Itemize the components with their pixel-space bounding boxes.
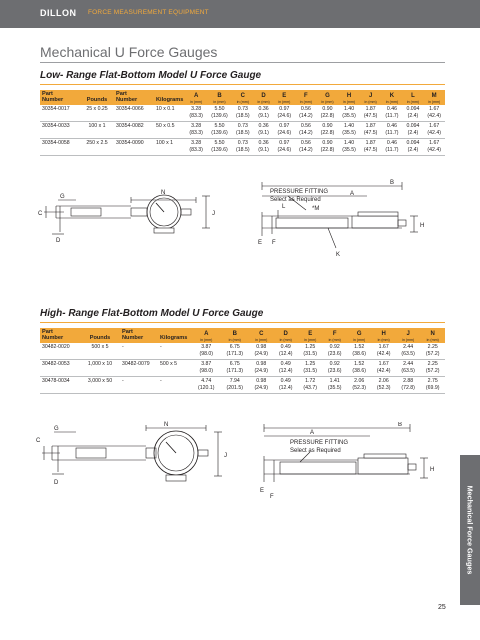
cell-part: 30482-0053 (40, 359, 80, 376)
low-range-divider (40, 84, 445, 85)
dim-label-f: F (270, 494, 274, 500)
cell-dim-e: 0.97 (24.6) (274, 121, 296, 138)
cell-dim-c: 0.98 (24.9) (249, 376, 273, 393)
cell-dim-e: 0.97 (24.6) (274, 105, 296, 122)
cell-dim-n: 2.25 (57.2) (420, 343, 445, 360)
cell-dim-a: 3.87 (98.0) (192, 359, 221, 376)
dim-label-j: J (224, 453, 227, 459)
dim-label-l: L (282, 204, 286, 210)
cell-kg: - (158, 376, 192, 393)
dim-label-g: G (54, 426, 59, 432)
cell-part2: 30354-0082 (114, 121, 154, 138)
cell-dim-h: 1.40 (35.5) (338, 121, 360, 138)
low-range-spec-table (40, 90, 445, 156)
cell-kg: 100 x 1 (154, 138, 185, 155)
cell-dim-d: 0.49 (12.4) (273, 359, 297, 376)
cell-dim-g: 1.52 (38.6) (347, 359, 371, 376)
cell-dim-f: 0.56 (14.2) (295, 105, 317, 122)
cell-part2: 30482-0079 (120, 359, 158, 376)
dim-label-e: E (260, 488, 265, 494)
high-range-divider (40, 322, 445, 323)
header-dim-f: F in (mm) (295, 90, 317, 105)
callout-select-required: Select as Required (290, 448, 341, 454)
dim-label-c: C (36, 438, 41, 444)
dim-label-m: *M (312, 206, 320, 212)
cell-dim-f: 0.56 (14.2) (295, 121, 317, 138)
cell-dim-f: 0.56 (14.2) (295, 138, 317, 155)
header-dim-c: C in (mm) (232, 90, 254, 105)
cell-dim-n: 2.75 (69.9) (420, 376, 445, 393)
cell-dim-l: 0.094 (2.4) (403, 105, 424, 122)
header-dim-a: A in (mm) (185, 90, 207, 105)
cell-dim-d: 0.49 (12.4) (273, 376, 297, 393)
cell-dim-c: 0.98 (24.9) (249, 359, 273, 376)
dim-label-f: F (272, 240, 276, 246)
header-dim-m: M in (mm) (423, 90, 445, 105)
header-dim-e: E in (mm) (274, 90, 296, 105)
cell-kg: 50 x 0.5 (154, 121, 185, 138)
cell-dim-a: 3.87 (98.0) (192, 343, 221, 360)
header-dim-j: J in (mm) (396, 328, 420, 343)
cell-dim-c: 0.73 (18.5) (232, 105, 254, 122)
header-dim-g: G in (mm) (347, 328, 371, 343)
header-dim-l: L in (mm) (403, 90, 424, 105)
dim-label-a: A (350, 191, 355, 197)
cell-dim-d: 0.36 (9.1) (254, 105, 274, 122)
cell-dim-e: 1.25 (31.5) (298, 359, 322, 376)
header-dim-f: F in (mm) (322, 328, 346, 343)
cell-dim-g: 2.06 (52.3) (347, 376, 371, 393)
header-dim-d: D in (mm) (254, 90, 274, 105)
cell-dim-f: 1.41 (35.5) (322, 376, 346, 393)
cell-dim-j: 1.87 (47.5) (360, 121, 382, 138)
cell-dim-g: 0.90 (22.8) (317, 121, 339, 138)
cell-dim-j: 1.87 (47.5) (360, 138, 382, 155)
header-dim-b: B in (mm) (207, 90, 232, 105)
cell-part: 30482-0020 (40, 343, 80, 360)
cell-part2: - (120, 376, 158, 393)
cell-dim-b: 5.50 (139.6) (207, 105, 232, 122)
cell-dim-h: 1.40 (35.5) (338, 105, 360, 122)
chapter-side-tab (460, 455, 480, 605)
low-range-title: Low- Range Flat-Bottom Model U Force Gauge (40, 70, 262, 81)
header-dim-b: B in (mm) (221, 328, 250, 343)
header-kilograms: Kilograms (154, 90, 185, 105)
callout-pressure-fitting: PRESSURE FITTING (290, 440, 349, 446)
table-row (40, 359, 445, 376)
cell-dim-b: 7.94 (201.5) (221, 376, 250, 393)
cell-part: 30354-0058 (40, 138, 80, 155)
cell-dim-j: 2.88 (72.8) (396, 376, 420, 393)
cell-dim-m: 1.67 (42.4) (423, 105, 445, 122)
header-pounds: Pounds (80, 90, 114, 105)
dim-label-a: A (310, 430, 315, 436)
high-range-gauge-side-diagram (240, 422, 445, 506)
header-dim-g: G in (mm) (317, 90, 339, 105)
cell-dim-d: 0.36 (9.1) (254, 121, 274, 138)
cell-part2: 30354-0090 (114, 138, 154, 155)
cell-dim-n: 2.25 (57.2) (420, 359, 445, 376)
cell-pounds: 250 x 2.5 (80, 138, 114, 155)
cell-dim-f: 0.92 (23.6) (322, 343, 346, 360)
header-dim-h: H in (mm) (338, 90, 360, 105)
cell-dim-a: 4.74 (120.1) (192, 376, 221, 393)
header-dim-c: C in (mm) (249, 328, 273, 343)
header-dim-k: K in (mm) (381, 90, 402, 105)
cell-dim-b: 5.50 (139.6) (207, 138, 232, 155)
cell-dim-h: 2.06 (52.3) (371, 376, 395, 393)
cell-dim-c: 0.73 (18.5) (232, 121, 254, 138)
header-part-number-kg: Part Number (114, 90, 154, 105)
header-pounds: Pounds (80, 328, 120, 343)
dim-label-d: D (54, 480, 59, 486)
dim-label-e: E (258, 240, 263, 246)
high-range-title: High- Range Flat-Bottom Model U Force Gauge (40, 308, 264, 319)
cell-dim-j: 2.44 (63.5) (396, 343, 420, 360)
page-number: 25 (438, 604, 446, 611)
cell-dim-k: 0.46 (11.7) (381, 105, 402, 122)
brand-logo: DILLON (40, 8, 77, 18)
cell-kg: 500 x 5 (158, 359, 192, 376)
cell-dim-e: 1.72 (43.7) (298, 376, 322, 393)
cell-pounds: 500 x 5 (80, 343, 120, 360)
high-range-spec-table (40, 328, 445, 394)
dim-label-b: B (398, 422, 403, 428)
table-header-row (40, 90, 445, 105)
chapter-side-tab-label: Mechanical Force Gauges (465, 485, 475, 575)
table-row (40, 121, 445, 138)
cell-dim-j: 2.44 (63.5) (396, 359, 420, 376)
cell-kg: 10 x 0.1 (154, 105, 185, 122)
header-dim-a: A in (mm) (192, 328, 221, 343)
dim-label-n: N (161, 190, 166, 196)
dim-label-k: K (336, 252, 341, 258)
cell-dim-c: 0.98 (24.9) (249, 343, 273, 360)
header-part-number: Part Number (40, 90, 80, 105)
cell-dim-l: 0.094 (2.4) (403, 121, 424, 138)
table-row (40, 376, 445, 393)
cell-dim-b: 6.75 (171.3) (221, 343, 250, 360)
cell-dim-l: 0.094 (2.4) (403, 138, 424, 155)
dim-label-h: H (420, 223, 425, 229)
dim-label-n: N (164, 422, 169, 428)
header-bar (0, 0, 480, 28)
dim-label-b: B (390, 180, 395, 186)
header-dim-n: N in (mm) (420, 328, 445, 343)
cell-dim-k: 0.46 (11.7) (381, 138, 402, 155)
low-range-gauge-front-diagram (36, 184, 241, 254)
cell-part: 30478-0034 (40, 376, 80, 393)
cell-dim-k: 0.46 (11.7) (381, 121, 402, 138)
dim-label-d: D (56, 238, 61, 244)
header-kilograms: Kilograms (158, 328, 192, 343)
cell-dim-m: 1.67 (42.4) (423, 121, 445, 138)
cell-part: 30354-0033 (40, 121, 80, 138)
cell-dim-b: 6.75 (171.3) (221, 359, 250, 376)
header-dim-e: E in (mm) (298, 328, 322, 343)
cell-dim-d: 0.36 (9.1) (254, 138, 274, 155)
cell-dim-d: 0.49 (12.4) (273, 343, 297, 360)
section-title: Mechanical U Force Gauges (40, 44, 218, 60)
cell-pounds: 100 x 1 (80, 121, 114, 138)
header-dim-h: H in (mm) (371, 328, 395, 343)
table-row (40, 343, 445, 360)
high-range-gauge-front-diagram (36, 420, 241, 500)
cell-part2: 30354-0066 (114, 105, 154, 122)
cell-dim-c: 0.73 (18.5) (232, 138, 254, 155)
cell-dim-g: 0.90 (22.8) (317, 105, 339, 122)
cell-kg: - (158, 343, 192, 360)
cell-dim-a: 3.28 (83.3) (185, 121, 207, 138)
cell-part2: - (120, 343, 158, 360)
callout-select-required: Select as Required (270, 197, 321, 203)
cell-dim-b: 5.50 (139.6) (207, 121, 232, 138)
cell-part: 30354-0017 (40, 105, 80, 122)
cell-dim-h: 1.40 (35.5) (338, 138, 360, 155)
cell-pounds: 1,000 x 10 (80, 359, 120, 376)
brand-subtitle: FORCE MEASUREMENT EQUIPMENT (88, 9, 209, 16)
low-range-gauge-side-diagram (232, 176, 447, 268)
cell-dim-e: 0.97 (24.6) (274, 138, 296, 155)
header-part-number-kg: Part Number (120, 328, 158, 343)
cell-pounds: 25 x 0.25 (80, 105, 114, 122)
table-row (40, 138, 445, 155)
cell-dim-a: 3.28 (83.3) (185, 138, 207, 155)
header-dim-d: D in (mm) (273, 328, 297, 343)
header-part-number: Part Number (40, 328, 80, 343)
cell-dim-h: 1.67 (42.4) (371, 359, 395, 376)
cell-dim-f: 0.92 (23.6) (322, 359, 346, 376)
dim-label-j: J (212, 211, 215, 217)
table-row (40, 105, 445, 122)
dim-label-g: G (60, 194, 65, 200)
cell-dim-g: 1.52 (38.6) (347, 343, 371, 360)
header-dim-j: J in (mm) (360, 90, 382, 105)
cell-dim-e: 1.25 (31.5) (298, 343, 322, 360)
cell-dim-g: 0.90 (22.8) (317, 138, 339, 155)
dim-label-c: C (38, 211, 43, 217)
cell-dim-a: 3.28 (83.3) (185, 105, 207, 122)
dim-label-h: H (430, 467, 435, 473)
cell-dim-m: 1.67 (42.4) (423, 138, 445, 155)
cell-dim-h: 1.67 (42.4) (371, 343, 395, 360)
table-header-row (40, 328, 445, 343)
cell-pounds: 3,000 x 50 (80, 376, 120, 393)
title-divider (40, 62, 445, 63)
callout-pressure-fitting: PRESSURE FITTING (270, 189, 329, 195)
cell-dim-j: 1.87 (47.5) (360, 105, 382, 122)
